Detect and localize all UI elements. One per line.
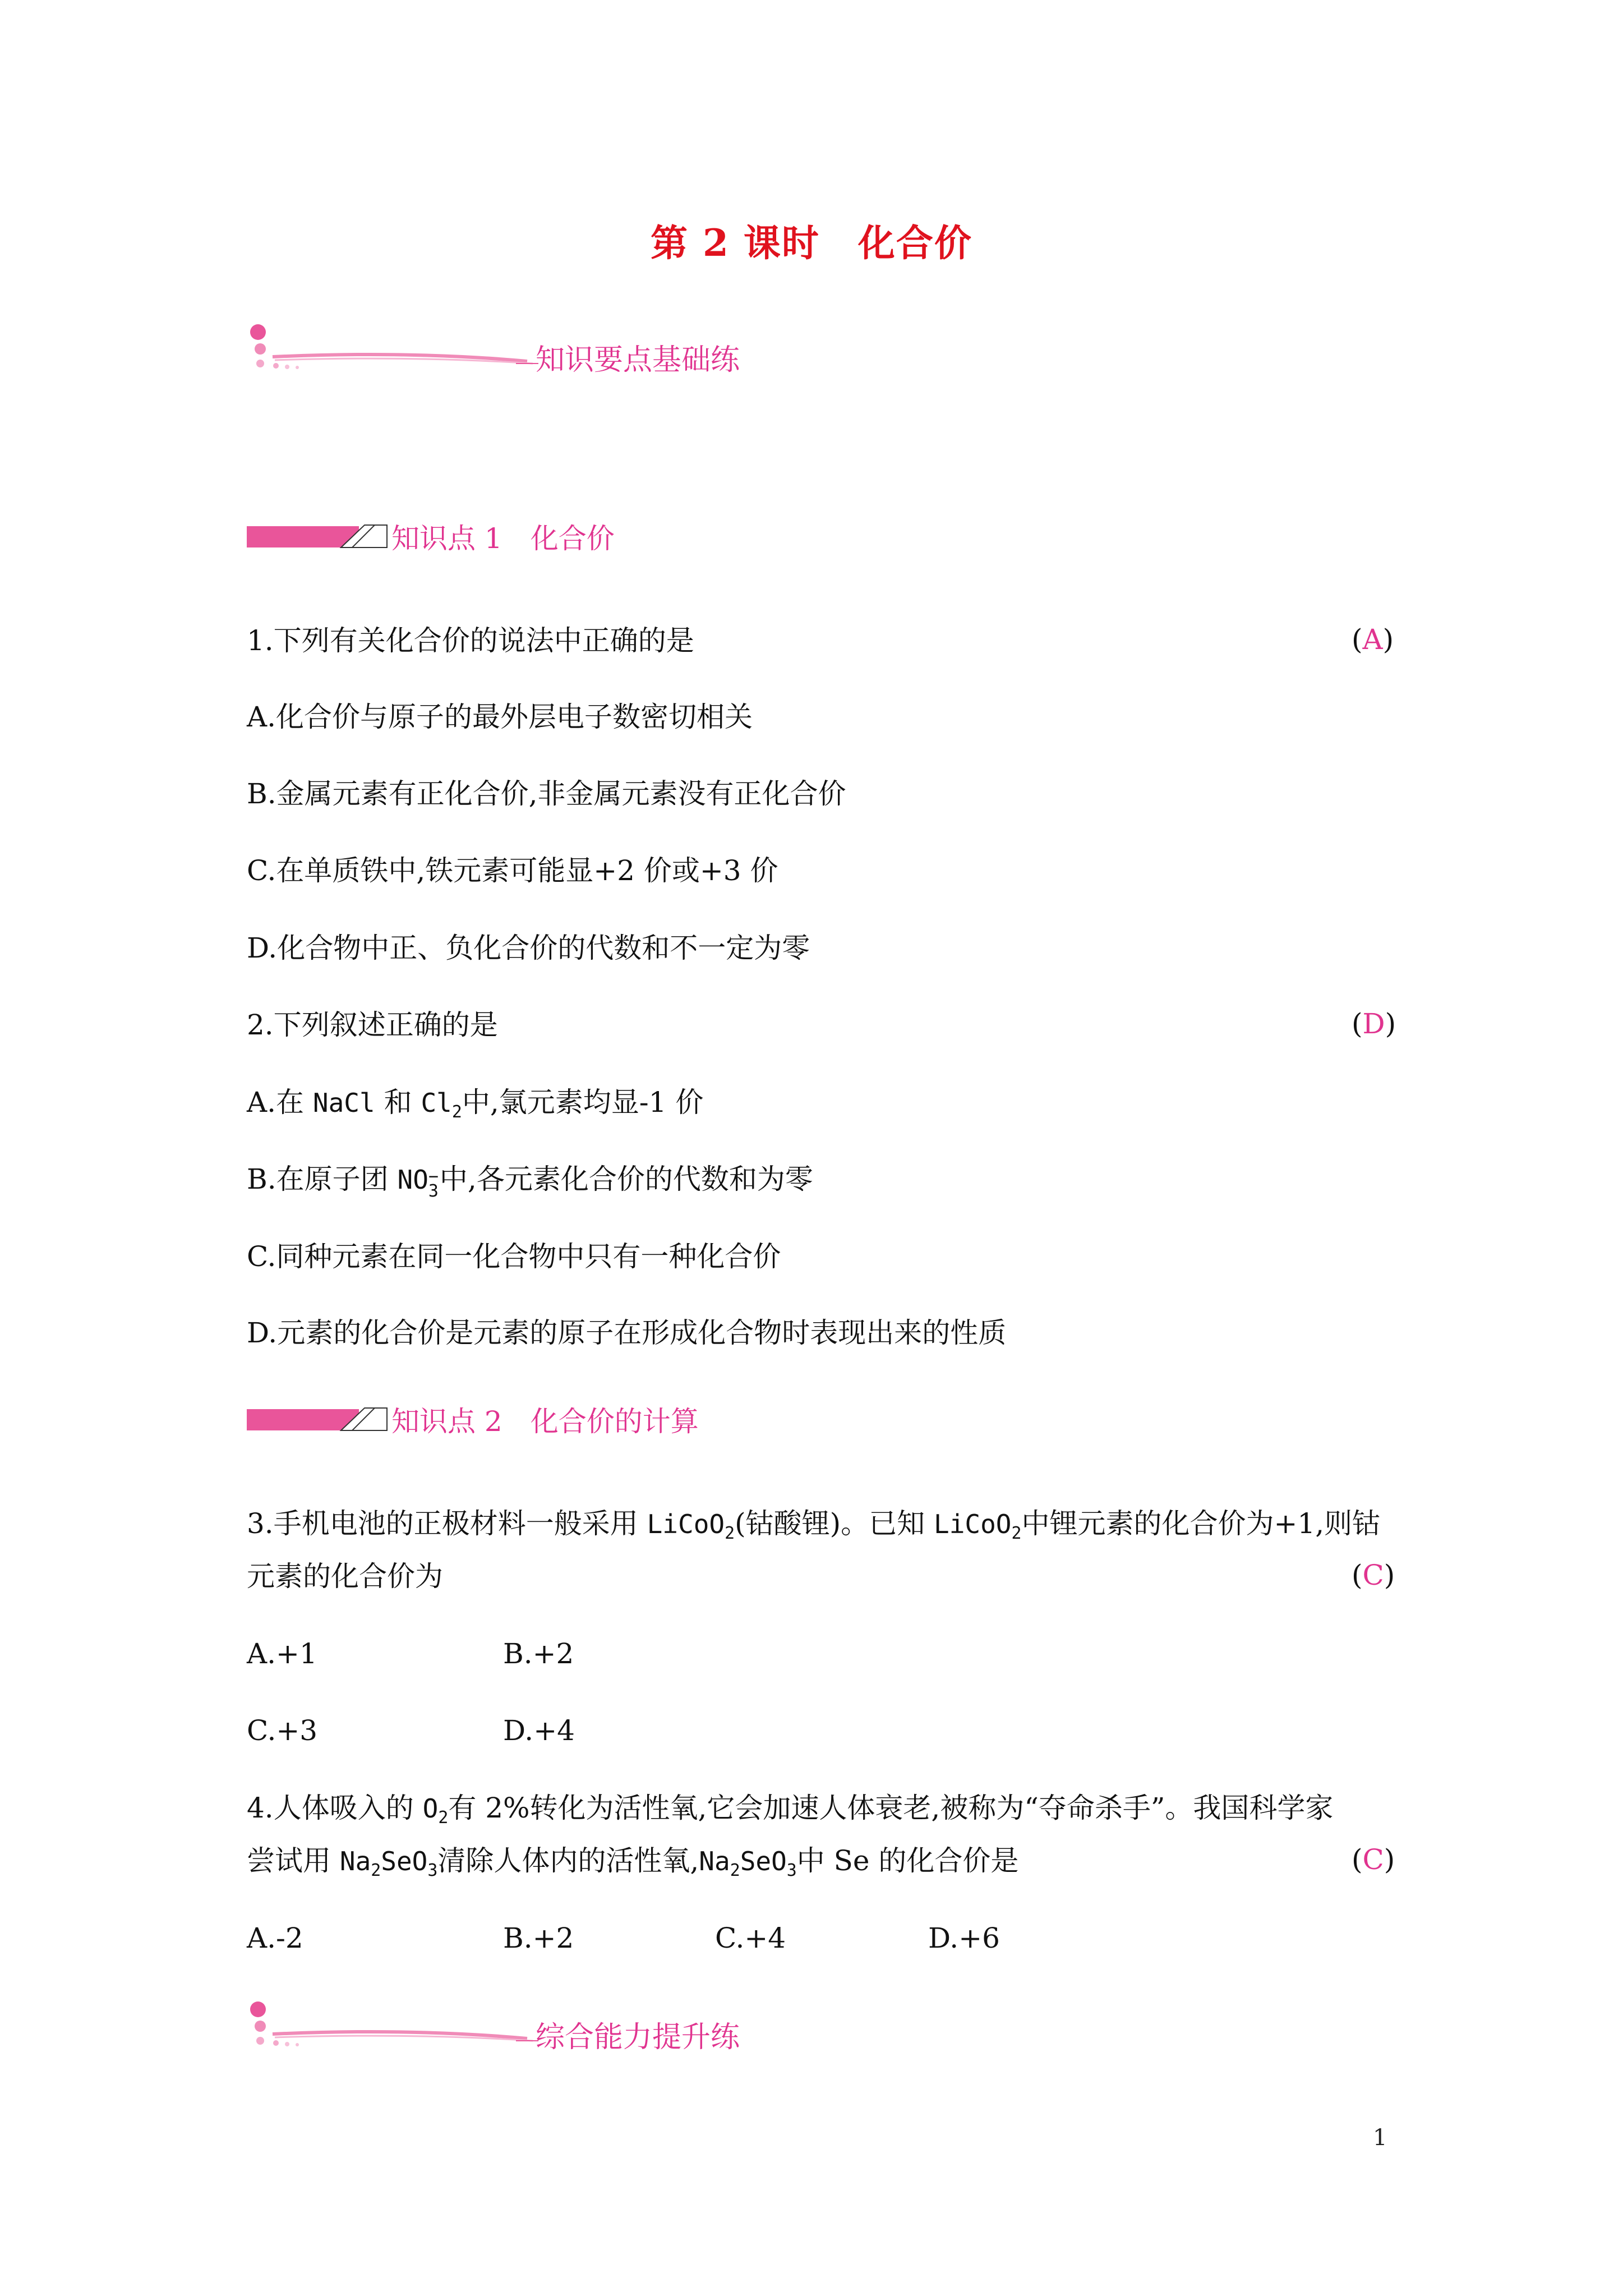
question-3-option-d: D.+4 <box>503 1714 575 1747</box>
question-4-option-d: D.+6 <box>928 1922 1000 1954</box>
formula-cl2: $Cl_2$ <box>421 1088 462 1122</box>
question-2-option-c: C.同种元素在同一化合物中只有一种化合价 <box>247 1240 781 1273</box>
question-1-option-a: A.化合价与原子的最外层电子数密切相关 <box>247 701 753 733</box>
formula-nacl: NaCl <box>312 1088 375 1118</box>
question-1-option-d: D.化合物中正、负化合价的代数和不一定为零 <box>247 932 810 964</box>
question-3-option-b: B.+2 <box>503 1637 574 1670</box>
formula-o2: $O_2$ <box>422 1793 449 1828</box>
page-number: 1 <box>1373 2125 1387 2151</box>
question-1-option-c: C.在单质铁中,铁元素可能显+2 价或+3 价 <box>247 854 778 887</box>
question-3-line1: 3.手机电池的正极材料一般采用 LiCoO$_2$(钴酸锂)。已知 LiCoO$_2$中锂元素的化合价为+1,则钴 <box>247 1507 1381 1544</box>
kp-header-1 <box>247 518 751 563</box>
question-1-stem: 1.下列有关化合价的说法中正确的是 <box>247 624 694 657</box>
kp-label-1: 知识点 1 化合价 <box>391 522 615 555</box>
kp-tab-icon <box>247 518 393 558</box>
formula-na2seo3: $Na_2SeO_3$ <box>339 1846 438 1881</box>
question-3-line2: 元素的化合价为 <box>247 1560 443 1593</box>
question-4-line1: 4.人体吸入的 $O_2$有 2%转化为活性氧,它会加速人体衰老,被称为“夺命杀手”。我国科学家 <box>247 1792 1334 1828</box>
question-4-answer: (C) <box>1352 1843 1395 1876</box>
question-2-answer: (D) <box>1352 1007 1396 1040</box>
question-3-option-a: A.+1 <box>247 1637 317 1670</box>
section-decoration-icon <box>241 1997 544 2059</box>
question-4-option-b: B.+2 <box>503 1922 574 1954</box>
question-4-option-c: C.+4 <box>715 1922 786 1954</box>
kp-header-2 <box>247 1401 751 1446</box>
formula-licoo2: LiCoO$_2$ <box>647 1509 735 1544</box>
kp-tab-icon <box>247 1401 393 1441</box>
page-title: 第 2 课时 化合价 <box>651 221 972 265</box>
section-header-advanced <box>241 1997 757 2059</box>
formula-na2seo3: $Na_2SeO_3$ <box>699 1846 797 1881</box>
section-label-basic: 知识要点基础练 <box>536 343 740 377</box>
question-3-answer: (C) <box>1352 1559 1395 1591</box>
question-1-option-b: B.金属元素有正化合价,非金属元素没有正化合价 <box>247 777 846 810</box>
answer-letter: C <box>1362 1843 1384 1876</box>
question-2-option-b: B.在原子团 NO − 3 中,各元素化合价的代数和为零 <box>247 1163 813 1201</box>
answer-letter: D <box>1362 1007 1385 1040</box>
question-2-stem: 2.下列叙述正确的是 <box>247 1009 498 1041</box>
section-decoration-icon <box>241 320 544 381</box>
section-label-advanced: 综合能力提升练 <box>536 2021 740 2054</box>
question-3-option-c: C.+3 <box>247 1714 318 1747</box>
question-4-option-a: A.-2 <box>247 1922 303 1954</box>
formula-no3: NO − 3 <box>397 1165 439 1201</box>
answer-letter: C <box>1362 1559 1384 1591</box>
question-1-answer: (A) <box>1352 623 1394 656</box>
answer-letter: A <box>1362 623 1383 656</box>
question-2-option-d: D.元素的化合价是元素的原子在形成化合物时表现出来的性质 <box>247 1317 1007 1349</box>
question-4-line2: 尝试用 $Na_2SeO_3$清除人体内的活性氧$,Na_2SeO_3$中 Se 的化合价是 <box>247 1844 1019 1881</box>
section-header-basic <box>241 320 757 381</box>
question-2-option-a: A.在 NaCl 和 $Cl_2$中,氯元素均显-1 价 <box>247 1086 704 1122</box>
formula-licoo2: LiCoO$_2$ <box>934 1509 1022 1544</box>
kp-label-2: 知识点 2 化合价的计算 <box>391 1405 699 1438</box>
